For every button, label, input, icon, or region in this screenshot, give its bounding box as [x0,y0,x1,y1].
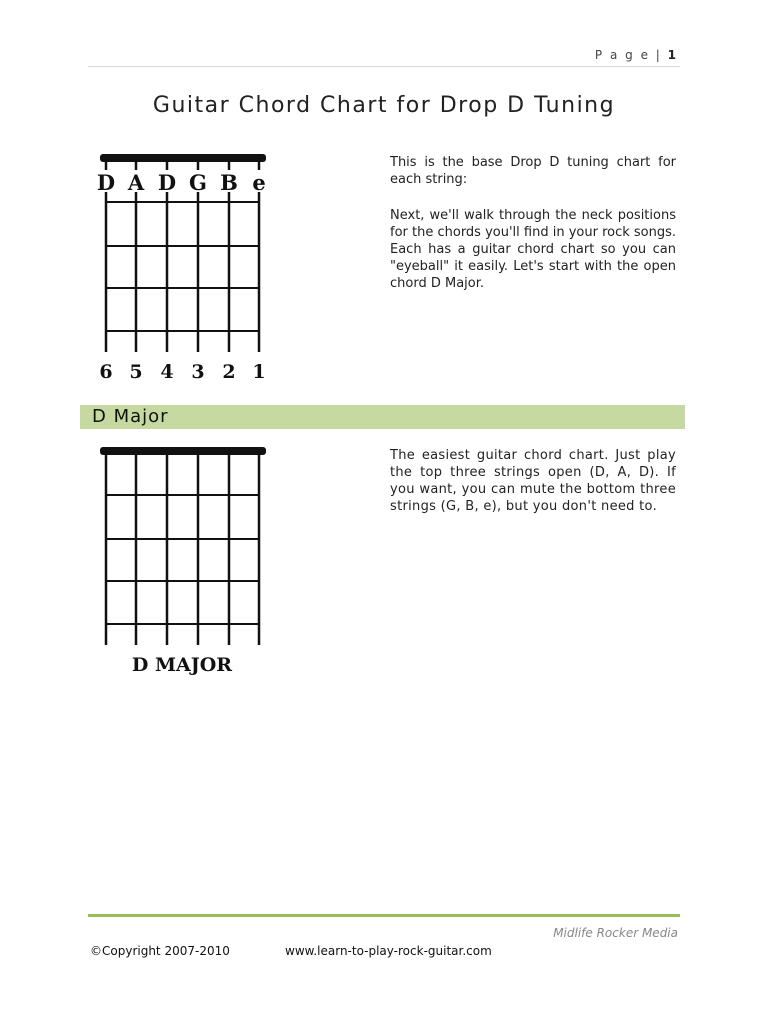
string-number: 2 [222,361,236,383]
string-number: 5 [129,361,143,383]
string-name: A [127,170,145,195]
nut [100,154,266,162]
base-tuning-chart [96,150,272,386]
string-number: 4 [160,361,174,383]
page-title: Guitar Chord Chart for Drop D Tuning [152,93,616,118]
chord-chart-label: D MAJOR [131,654,233,676]
string-name: D [157,170,177,195]
d-major-chord-chart [96,443,272,679]
d-major-paragraph: The easiest guitar chord chart. Just play the top three strings open (D, A, D). If you want, you can mute the bottom three strings (G, B, e), but you don't need to. [390,448,676,514]
page-label: P a g e | [594,48,662,62]
intro-paragraph-1: This is the base Drop D tuning chart for each string: [390,155,676,187]
string-name: D [96,170,116,195]
footer-url[interactable]: www.learn-to-play-rock-guitar.com [285,944,492,958]
section-heading: D Major [92,406,169,427]
footer-brand: Midlife Rocker Media [553,926,678,940]
section-heading-band [80,405,685,429]
footer-copyright: ©Copyright 2007-2010 [90,944,230,958]
nut [100,447,266,455]
page-number-block [595,48,678,62]
string-number: 6 [99,361,113,383]
page-number: 1 [667,48,678,62]
string-name: B [220,170,238,195]
string-number: 1 [252,361,266,383]
page-header [88,44,680,67]
footer-divider [88,914,680,917]
string-name: G [189,170,207,195]
string-number: 3 [191,361,205,383]
intro-paragraph-2: Next, we'll walk through the neck positions for the chords you'll find in your rock songs. Each has a guitar chord chart so you can "eyeball" it easily. Let's start with the open chord D Major. [390,208,677,291]
string-name: e [252,170,266,195]
